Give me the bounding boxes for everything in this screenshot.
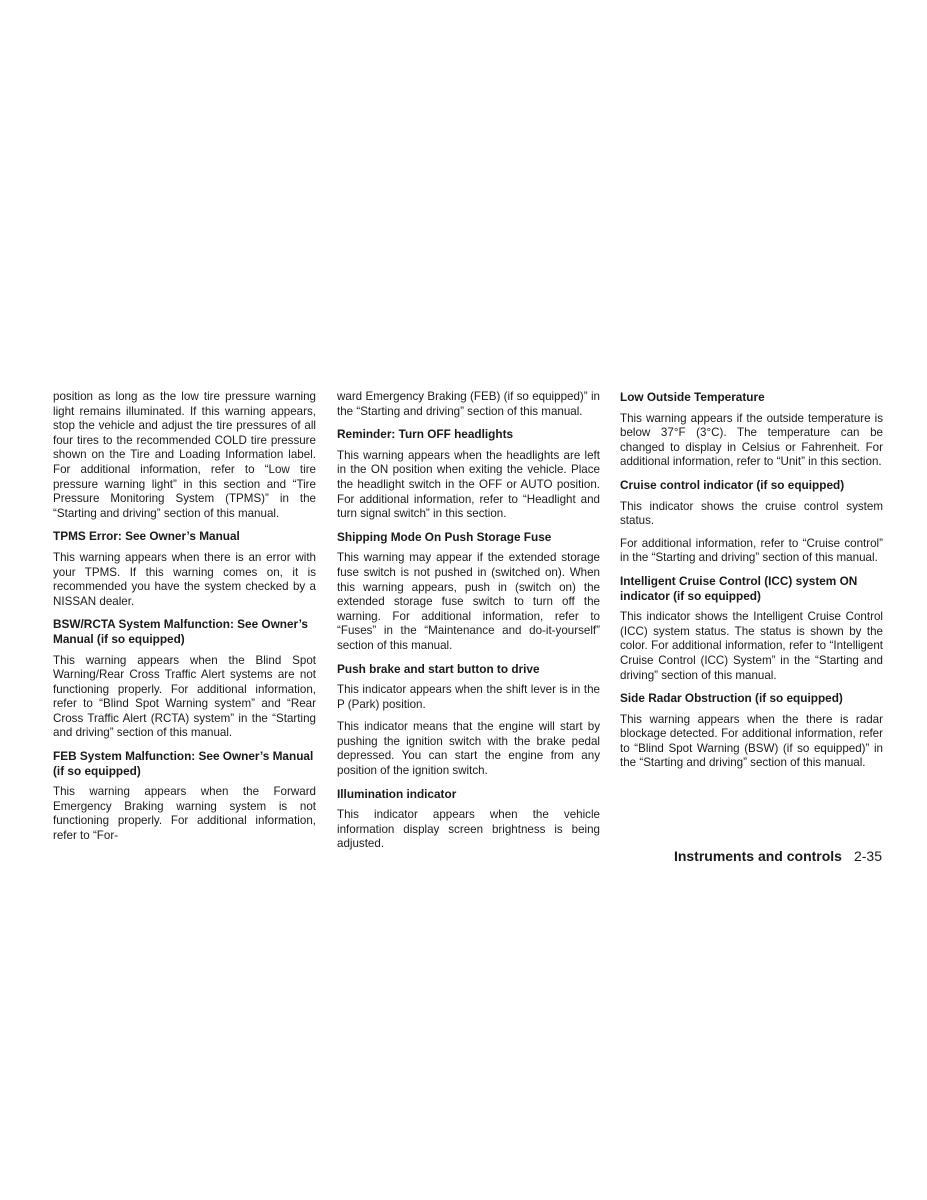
section-heading: TPMS Error: See Owner’s Manual: [53, 529, 240, 544]
paragraph: This warning appears when the headlights are left in the ON position when exiting the vehicle. Place the headlight switch in the OFF or AUTO position. For additional information, refer to “Headlight and turn signal switch” in this section.: [337, 448, 600, 521]
section-heading: Reminder: Turn OFF headlights: [337, 427, 514, 442]
paragraph: This indicator shows the Intelligent Cruise Control (ICC) system status. The status is shown by the color. For additional information, refer to “Intelligent Cruise Control (ICC) System” in the “Starting and driving” section of this manual.: [620, 610, 883, 682]
paragraph: For additional information, refer to “Cruise control” in the “Starting and driving” section of this manual.: [620, 536, 883, 565]
section-heading: BSW/RCTA System Malfunction: See Owner’s Manual (if so equipped): [53, 617, 308, 646]
paragraph: This warning appears when there is an error with your TPMS. If this warning comes on, it is recommended you have the system checked by a NISSAN dealer.: [53, 550, 316, 608]
section-heading: Illumination indicator: [337, 786, 457, 801]
section-heading: Shipping Mode On Push Storage Fuse: [337, 529, 552, 544]
section-heading: Cruise control indicator (if so equipped): [620, 477, 845, 492]
paragraph: This indicator means that the engine will start by pushing the ignition switch with the brake pedal depressed. You can start the engine from any position of the ignition switch.: [337, 720, 600, 778]
paragraph: This indicator shows the cruise control system status.: [620, 499, 883, 528]
paragraph: position as long as the low tire pressure warning light remains illuminated. If this warning appears, stop the vehicle and adjust the tire pressures of all four tires to the recommended COLD tire pressure shown on the Tire and Loading Information label. For additional information, refer to “Low tire pressure warning light” in this section and “Tire Pressure Monitoring System (TPMS)” in the “Starting and driving” section of this manual.: [53, 390, 316, 520]
paragraph: This warning appears when the Forward Emergency Braking warning system is not functioning properly. For additional information, refer to “For-: [53, 785, 316, 843]
section-heading: Low Outside Temperature: [620, 390, 765, 404]
footer-section-title: Instruments and controls: [673, 848, 842, 864]
section-heading: Intelligent Cruise Control (ICC) system ON indicator (if so equipped): [620, 573, 858, 603]
paragraph: ward Emergency Braking (FEB) (if so equipped)” in the “Starting and driving” section of this manual.: [337, 390, 600, 418]
text-column-3: [620, 390, 883, 779]
paragraph: This warning may appear if the extended storage fuse switch is not pushed in (switched on). When this warning appears, push in (switch on) the extended storage fuse switch to turn off the warning. For additional information, refer to “Fuses” in the “Maintenance and do-it-yourself” section of this manual.: [337, 551, 600, 652]
text-column-1: [53, 390, 316, 852]
section-heading: FEB System Malfunction: See Owner’s Manual (if so equipped): [53, 749, 314, 778]
text-column-2: [337, 390, 600, 860]
section-heading: Push brake and start button to drive: [337, 661, 540, 676]
paragraph: This indicator appears when the vehicle information display screen brightness is being adjusted.: [337, 808, 600, 851]
paragraph: This warning appears when the there is radar blockage detected. For additional information, refer to “Blind Spot Warning (BSW) (if so equipped)” in the “Starting and driving” section of this manual.: [620, 712, 883, 770]
page-footer: [600, 848, 882, 864]
section-heading: Side Radar Obstruction (if so equipped): [620, 691, 843, 706]
paragraph: This warning appears when the Blind Spot Warning/Rear Cross Traffic Alert systems are not functioning properly. For additional information, refer to “Blind Spot Warning system” and “Rear Cross Traffic Alert (RCTA) system” in the “Starting and driving” section of this manual.: [53, 653, 316, 740]
paragraph: This indicator appears when the shift lever is in the P (Park) position.: [337, 683, 600, 711]
paragraph: This warning appears if the outside temperature is below 37°F (3°C). The temperature can be changed to display in Celsius or Fahrenheit. For additional information, refer to “Unit” in this section.: [620, 411, 883, 469]
page-number: 2-35: [853, 848, 882, 864]
